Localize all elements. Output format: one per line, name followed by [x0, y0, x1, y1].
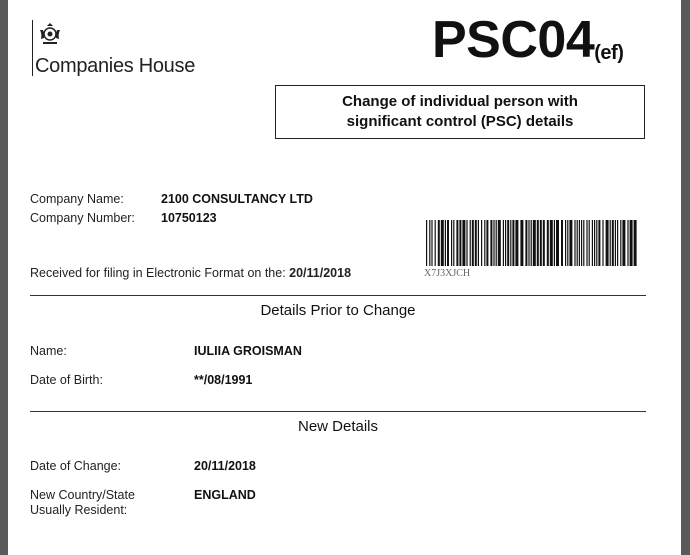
barcode-bar	[615, 220, 616, 266]
royal-crest-icon	[38, 22, 62, 46]
barcode-bar	[602, 220, 603, 266]
barcode-bar	[470, 220, 471, 266]
barcode-bar	[493, 220, 494, 266]
barcode-bar	[579, 220, 580, 266]
divider-middle	[30, 411, 646, 412]
country-label-line1: New Country/State	[30, 488, 135, 502]
barcode-bar	[466, 220, 467, 266]
barcode-bar	[472, 220, 474, 266]
section-title-prior: Details Prior to Change	[260, 302, 416, 319]
received-date: 20/11/2018	[289, 266, 352, 280]
barcode-bar	[617, 220, 618, 266]
barcode-bar	[528, 220, 529, 266]
barcode-bar	[630, 220, 633, 266]
barcode-bar	[567, 220, 568, 266]
country-value: ENGLAND	[194, 488, 256, 502]
barcode-bar	[441, 220, 444, 266]
country-label-line2: Usually Resident:	[30, 503, 128, 517]
barcode-bar	[598, 220, 600, 266]
barcode-bar	[627, 220, 628, 266]
barcode-bar	[634, 220, 637, 266]
received-label: Received for filing in Electronic Format on the:	[30, 266, 286, 280]
barcode-bar	[429, 220, 430, 266]
dob-value: **/08/1991	[194, 373, 253, 387]
company-name-value: 2100 CONSULTANCY LTD	[161, 192, 313, 206]
form-title-line2: significant control (PSC) details	[346, 113, 574, 130]
barcode-bar	[543, 220, 545, 266]
barcode-bar	[435, 220, 436, 266]
barcode-bar	[426, 220, 427, 266]
barcode-bar	[445, 220, 446, 266]
barcode-bar	[586, 220, 587, 266]
barcode-bar	[622, 220, 625, 266]
barcode-bar	[510, 220, 511, 266]
barcode-bar	[486, 220, 488, 266]
barcode-text: X7J3XJCH	[424, 268, 471, 279]
change-date-label: Date of Change:	[30, 459, 122, 473]
prior-name-value: IULIIA GROISMAN	[194, 344, 302, 358]
barcode-bar	[459, 220, 461, 266]
company-name-label: Company Name:	[30, 192, 124, 206]
barcode-bar	[556, 220, 559, 266]
barcode-bar	[589, 220, 590, 266]
barcode-bar	[592, 220, 593, 266]
barcode-bar	[498, 220, 501, 266]
barcode-bar	[554, 220, 555, 266]
barcode-bar	[620, 220, 621, 266]
barcode-bar	[596, 220, 597, 266]
barcode-bar	[475, 220, 477, 266]
form-title	[342, 92, 578, 132]
barcode-bar	[565, 220, 566, 266]
barcode-bar	[438, 220, 440, 266]
barcode-bar	[505, 220, 506, 266]
country-label	[30, 488, 135, 518]
barcode-bar	[533, 220, 536, 266]
barcode-bar	[581, 220, 582, 266]
prior-name-label: Name:	[30, 344, 67, 358]
barcode-bar	[577, 220, 578, 266]
barcode-bar	[478, 220, 479, 266]
company-number-value: 10750123	[161, 211, 217, 225]
barcode-bar	[512, 220, 514, 266]
barcode-bar	[447, 220, 449, 266]
barcode-bar	[583, 220, 584, 266]
barcode-bar	[612, 220, 614, 266]
barcode-bar	[537, 220, 539, 266]
barcode-bar	[547, 220, 549, 266]
barcode-bar	[481, 220, 482, 266]
barcode-bar	[462, 220, 465, 266]
barcode-bar	[525, 220, 527, 266]
barcode-bar	[490, 220, 492, 266]
barcode	[426, 220, 638, 266]
barcode-bar	[574, 220, 575, 266]
barcode-bar	[431, 220, 432, 266]
barcode-bar	[484, 220, 485, 266]
barcode-bar	[453, 220, 454, 266]
barcode-bar	[594, 220, 595, 266]
barcode-bar	[503, 220, 504, 266]
document-page	[8, 0, 681, 555]
barcode-bar	[531, 220, 532, 266]
barcode-bar	[515, 220, 518, 266]
barcode-bar	[561, 220, 563, 266]
barcode-bar	[507, 220, 509, 266]
barcode-bar	[610, 220, 611, 266]
form-title-line1: Change of individual person with	[342, 93, 578, 110]
org-name: Companies House	[35, 55, 196, 77]
barcode-bar	[606, 220, 609, 266]
barcode-bar	[456, 220, 458, 266]
divider-top	[30, 295, 646, 296]
logo-divider	[32, 20, 33, 76]
barcode-bar	[520, 220, 523, 266]
barcode-bar	[496, 220, 497, 266]
barcode-bar	[550, 220, 553, 266]
barcode-bar	[451, 220, 452, 266]
barcode-bar	[569, 220, 572, 266]
form-code-suffix: (ef)	[594, 42, 624, 64]
received-line	[30, 266, 351, 280]
barcode-bar	[540, 220, 542, 266]
form-code-main: PSC04	[432, 11, 595, 69]
dob-label: Date of Birth:	[30, 373, 103, 387]
company-number-label: Company Number:	[30, 211, 135, 225]
change-date-value: 20/11/2018	[194, 459, 256, 473]
form-code	[432, 11, 624, 69]
section-title-new: New Details	[297, 418, 379, 435]
form-title-box	[275, 85, 645, 139]
